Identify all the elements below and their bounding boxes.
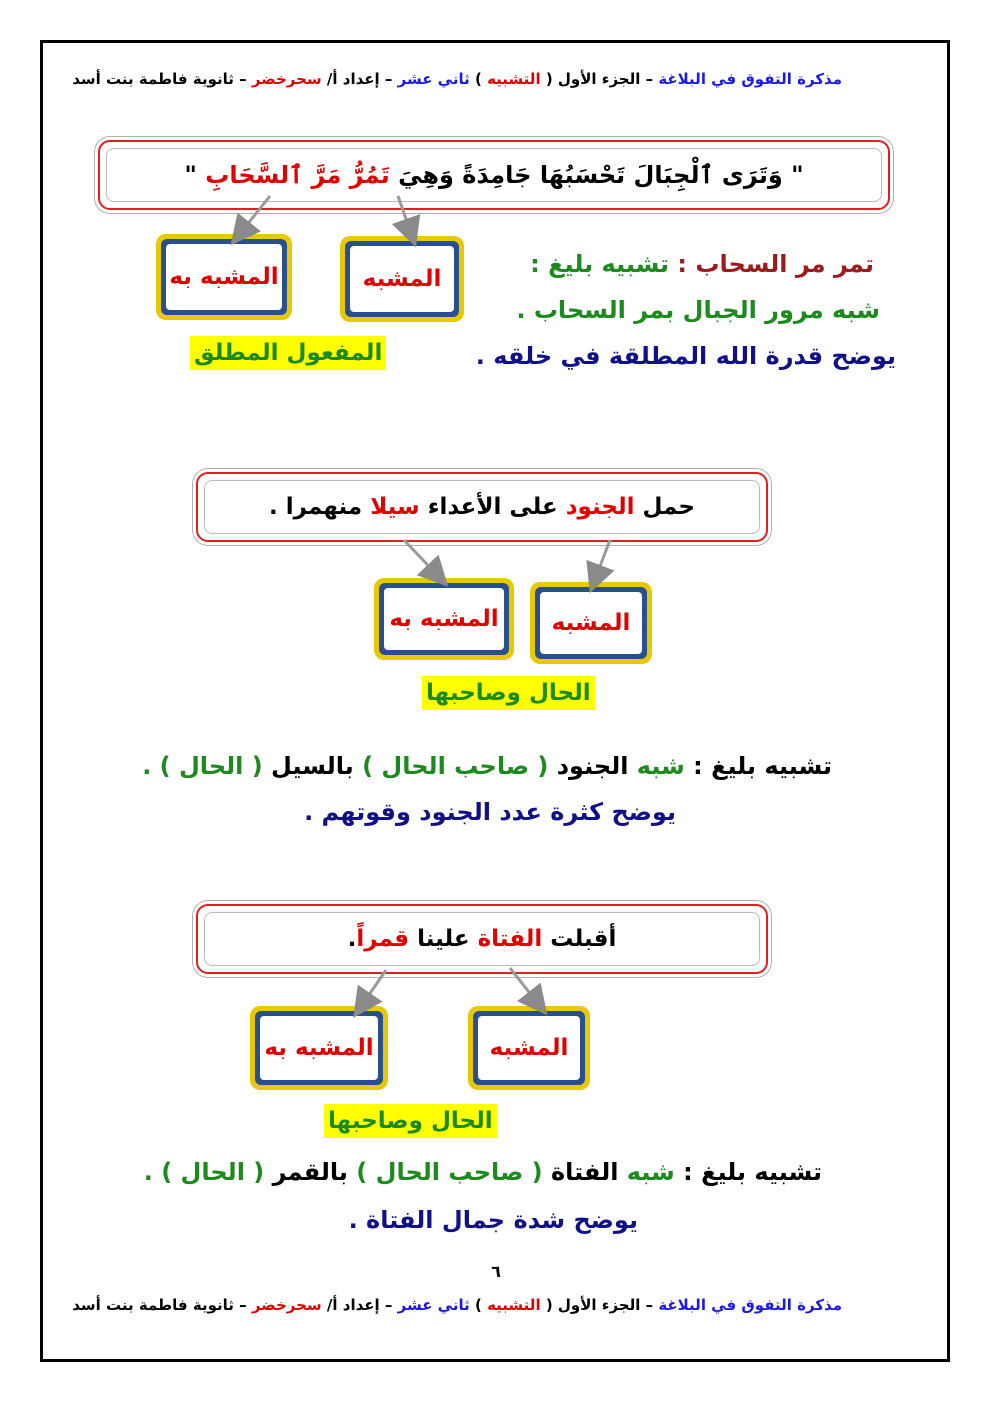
- s2-line1: تشبيه بليغ : شبه الجنود ( صاحب الحال ) بالسيل ( الحال ) .: [142, 752, 832, 780]
- s1-line3: يوضح قدرة الله المطلقة في خلقه .: [475, 342, 896, 370]
- mushabbah-bih-box-2: المشبه به: [374, 578, 514, 660]
- mushabbah-box-2: المشبه: [530, 582, 652, 664]
- arrow-2b: [594, 540, 610, 582]
- arrow-2a: [404, 540, 440, 578]
- s3-line1: تشبيه بليغ : شبه الفتاة ( صاحب الحال ) بالقمر ( الحال ) .: [143, 1158, 822, 1186]
- header-author: سحرخضر: [251, 70, 322, 88]
- highlight-1: المفعول المطلق: [190, 336, 386, 370]
- arrow-3b: [510, 968, 540, 1006]
- sentence-box-2: حمل الجنود على الأعداء سيلا منهمرا .: [196, 472, 768, 542]
- arrow-1b: [398, 196, 412, 236]
- highlight-3: الحال وصاحبها: [324, 1104, 497, 1138]
- mushabbah-box-1: المشبه: [340, 236, 464, 322]
- page-footer: مذكرة التفوق في البلاغة – الجزء الأول ( التشبيه ) ثاني عشر – إعداد أ/ سحرخضر – ثانوية فاطمة بنت أسد: [72, 1296, 842, 1314]
- highlight-2: الحال وصاحبها: [422, 676, 595, 710]
- s1-line2: شبه مرور الجبال بمر السحاب .: [516, 296, 880, 324]
- mushabbah-bih-box-3: المشبه به: [250, 1006, 388, 1090]
- arrow-3a: [360, 970, 386, 1008]
- verse-box-1: " وَتَرَى ٱلْجِبَالَ تَحْسَبُهَا جَامِدَةً وَهِيَ تَمُرُّ مَرَّ ٱلسَّحَابِ ": [98, 140, 890, 210]
- s1-line1: تمر مر السحاب : تشبيه بليغ :: [530, 250, 874, 278]
- mushabbah-bih-box-1: المشبه به: [156, 234, 292, 320]
- header-title: مذكرة التفوق في البلاغة: [658, 70, 842, 88]
- page-number: ٦: [491, 1262, 501, 1281]
- sentence-box-3: أقبلت الفتاة علينا قمراً.: [196, 904, 768, 974]
- header-topic: التشبيه: [487, 70, 541, 88]
- arrow-1a: [238, 196, 270, 236]
- mushabbah-box-3: المشبه: [468, 1006, 590, 1090]
- s3-line2: يوضح شدة جمال الفتاة .: [348, 1206, 638, 1234]
- page-header: مذكرة التفوق في البلاغة – الجزء الأول ( التشبيه ) ثاني عشر – إعداد أ/ سحرخضر – ثانوية فاطمة بنت أسد: [72, 70, 842, 88]
- s2-line2: يوضح كثرة عدد الجنود وقوتهم .: [304, 798, 676, 826]
